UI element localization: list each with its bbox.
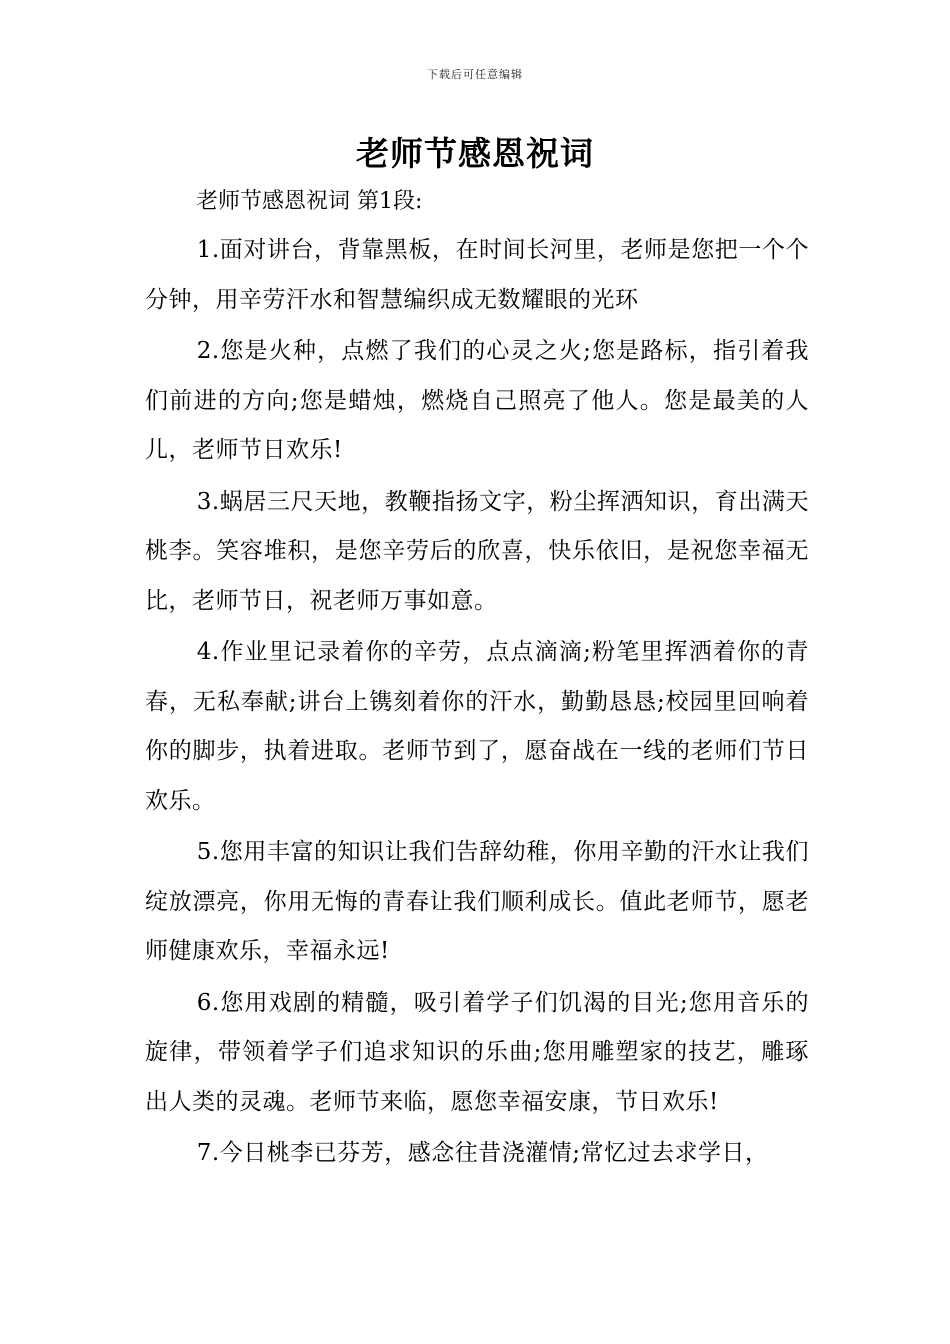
paragraph-5: 5.您用丰富的知识让我们告辞幼稚，你用辛勤的汗水让我们绽放漂亮，你用无悔的青春让我们顺利成长。值此老师节，愿老师健康欢乐，幸福永远! xyxy=(145,839,809,964)
paragraph-1: 1.面对讲台，背靠黑板，在时间长河里，老师是您把一个个分钟，用辛劳汗水和智慧编织成无数耀眼的光环 xyxy=(145,237,809,313)
paragraph-6: 6.您用戏剧的精髓，吸引着学子们饥渴的目光;您用音乐的旋律，带领着学子们追求知识的乐曲;您用雕塑家的技艺，雕琢出人类的灵魂。老师节来临，愿您幸福安康，节日欢乐! xyxy=(145,989,809,1115)
document-title: 老师节感恩祝词 xyxy=(356,134,594,173)
section-heading: 老师节感恩祝词 第1段: xyxy=(196,189,423,214)
paragraph-2: 2.您是火种，点燃了我们的心灵之火;您是路标，指引着我们前进的方向;您是蜡烛，燃烧自己照亮了他人。您是最美的人儿，老师节日欢乐! xyxy=(145,338,809,463)
header-note: 下载后可任意编辑 xyxy=(427,68,523,81)
document-body xyxy=(145,226,809,1181)
paragraph-7: 7.今日桃李已芬芳，感念往昔浇灌情;常忆过去求学日， xyxy=(196,1140,769,1166)
paragraph-3: 3.蜗居三尺天地，教鞭指扬文字，粉尘挥洒知识，育出满天桃李。笑容堆积，是您辛劳后的欣喜，快乐依旧，是祝您幸福无比，老师节日，祝老师万事如意。 xyxy=(145,488,809,614)
paragraph-4: 4.作业里记录着你的辛劳，点点滴滴;粉笔里挥洒着你的青春，无私奉献;讲台上镌刻着你的汗水，勤勤恳恳;校园里回响着你的脚步，执着进取。老师节到了，愿奋战在一线的老师们节日欢乐。 xyxy=(145,639,809,814)
